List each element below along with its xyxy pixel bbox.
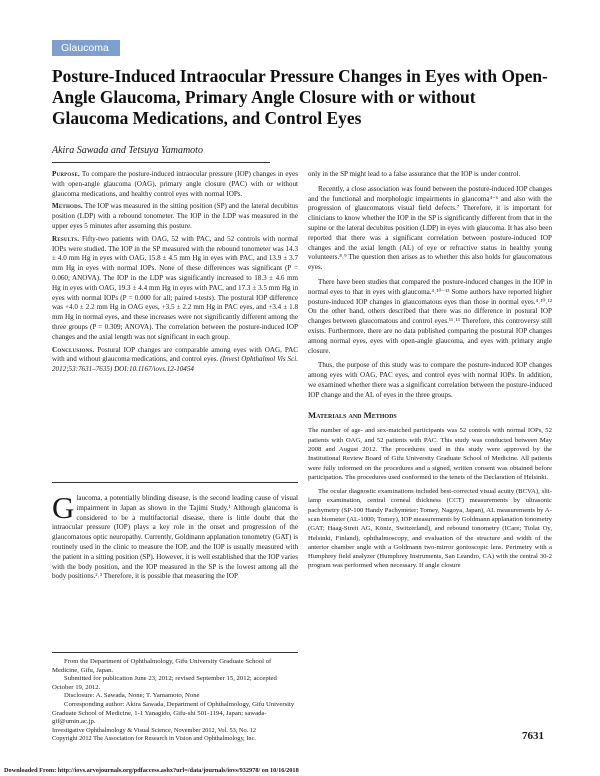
page-number: 7631: [522, 730, 544, 742]
divider-top: [52, 162, 270, 163]
citation: (Invest Ophthalmol Vis Sci. 2012;53:7631–7635) DOI:10.1167/iovs.12-10454: [52, 355, 298, 374]
divider-footnotes: [52, 652, 298, 653]
footnote-submitted: Submitted for publication June 23, 2012; revised September 15, 2012; accepted October 19, 2012.: [52, 675, 277, 691]
footnote-corresponding: Corresponding author: Akira Sawada, Department of Ophthalmology, Gifu University Graduate School of Medicine, 1-1 Yanagido, Gifu-shi 501-1194, Japan; sawada-gif@umin.ac.jp.: [52, 700, 295, 726]
abstract-purpose: Purpose. To compare the posture-induced intraocular pressure (IOP) changes in eyes with open-angle glaucoma (OAG), primary angle closure (PAC) with or without glaucoma medications, and healthy control eyes with normal IOPs.: [52, 170, 298, 198]
footnote-disclosure: Disclosure: A. Sawada, None; T. Yamamoto, None: [64, 692, 200, 700]
right-p3: There have been studies that compared the posture-induced changes in the IOP in normal eyes to that in eyes with glaucoma.⁴˒¹⁰⁻¹³ Some authors have reported higher posture-induced IOP changes in glaucomatous eyes than those in normal eyes.⁴˒¹⁰˒¹² On the other hand, others described that there was no difference in postural IOP changes between glaucomatous and control eyes.¹¹˒¹³ Therefore, this controversy still exists. Furthermore, there are no data published comparing the postural IOP changes among normal eyes, eyes with open-angle glaucoma, and eyes with primary angle closure.: [308, 277, 552, 355]
drop-cap: G: [52, 490, 75, 525]
section-heading-methods: Materials and Methods: [308, 409, 397, 420]
journal-info: Investigative Ophthalmology & Visual Science, November 2012, Vol. 53, No. 12 Copyright 2012 The Association for Research in Vision and Ophthalmology, Inc.: [52, 727, 257, 743]
divider-abstract: [52, 482, 298, 483]
right-p1: only in the SP might lead to a false assurance that the IOP is under control.: [308, 170, 521, 178]
abstract-results: Results. Fifty-two patients with OAG, 52 with PAC, and 52 controls with normal IOPs were studied. The IOP in the SP measured with the rebound tonometer was 14.3 ± 4.0 mm Hg in eyes with OAG, 15.8 ± 4.5 mm Hg in eyes with PAC, and 13.9 ± 3.7 mm Hg in eyes with normal IOPs. None of these differences was significant (P = 0.060; ANOVA). The IOP in the LDP was significantly increased to 18.3 ± 4.6 mm Hg in eyes with OAG, 19.3 ± 4.4 mm Hg in eyes with PAC, and 17.3 ± 3.5 mm Hg in eyes with normal IOPs (P = 0.000 for all; paired t-tests). The postural IOP difference was +4.0 ± 2.2 mm Hg in OAG eyes, +3.5 ± 2.2 mm Hg in PAC eyes, and +3.4 ± 1.8 mm Hg in normal eyes, and these increases were not significantly different among the three groups (P = 0.309; ANOVA). The correlation between the posture-induced IOP changes and the axial length was not significant in each group.: [52, 234, 298, 341]
abstract-conclusions: Conclusions. Postural IOP changes are comparable among eyes with OAG, PAC with and without glaucoma medications, and control eyes. (Invest Ophthalmol Vis Sci. 2012;53:7631–7635) DOI:10.1167/iovs.12-10454: [52, 345, 298, 374]
abstract: [52, 170, 298, 378]
right-p4: Thus, the purpose of this study was to compare the posture-induced IOP changes among eyes with OAG, PAC eyes, and control eyes with normal IOPs. In addition, we examined whether there was a significant correlation between the posture-induced IOP change and the AL of eyes in the three groups.: [308, 361, 552, 399]
footnote-affiliation: From the Department of Ophthalmology, Gifu University Graduate School of Medicine, Gifu, Japan.: [52, 658, 272, 674]
intro-paragraph: Glaucoma, a potentially blinding disease, is the second leading cause of visual impairment in Japan as shown in the Tajimi Study.¹ Although glaucoma is considered to be a multifactorial disease, there is little doubt that the intraocular pressure (IOP) plays a key role in the onset and progression of the glaucomatous optic neuropathy. Currently, Goldmann applanation tonometry (GAT) is routinely used in the clinic to measure the IOP, and the IOP is usually measured with the patient in a sitting position (SP). However, it is well established that the IOP varies with the body position, and the IOP measured in the SP is the lowest among all the body positions.²˒³ Therefore, it is possible that measuring the IOP: [52, 490, 298, 581]
authors: Akira Sawada and Tetsuya Yamamoto: [52, 145, 203, 156]
section-tag: Glaucoma: [52, 40, 120, 56]
methods-p2: The ocular diagnostic examinations included best-corrected visual acuity (BCVA), slit-lamp examination, central corneal thickness (CCT) measurements by ultrasonic pachymetry (SP-100 Handy Pachymeter; Tomey, Nagoya, Japan), AL measurements by A-scan biometer (AL-1000; Tomey), IOP measurements by Goldmann applanation tonometry (GAT; Haag-Streit AG, Köniz, Switzerland), and rebound tonometry (ICare; Tiolat Oy, Helsinki, Finland), ophthalmoscopy, and evaluation of the structure and width of the anterior chamber angle with a Goldmann two-mirror gonioscopic lens. Perimetry with a Humphrey field analyzer (Humphrey Instruments, San Leandro, CA) with the central 30-2 program was performed when necessary. If angle closure: [308, 488, 552, 570]
right-column: [308, 170, 552, 571]
download-line: Downloaded From: http://iovs.arvojournals.org/pdfaccess.ashx?url=/data/journals/iovs/932978/ on 10/16/2018: [4, 767, 299, 774]
methods-p1: The number of age- and sex-matched participants was 52 controls with normal IOPs, 52 patients with OAG, and 52 patients with PAC. This study was conducted between May 2008 and August 2012. The procedures used in this study were approved by the Institutional Review Board of Gifu University Graduate School of Medicine. All patients were fully informed on the procedures and a signed, written consent was obtained before participation. The procedures used conformed to the tenets of the Declaration of Helsinki.: [308, 427, 552, 481]
abstract-methods: Methods. The IOP was measured in the sitting position (SP) and the lateral decubitus position (LDP) with a rebound tonometer. The IOP in the LDP was measured in the upper eyes 5 minutes after assuming this posture.: [52, 202, 298, 230]
article-title: Posture-Induced Intraocular Pressure Changes in Eyes with Open-Angle Glaucoma, Primary Angle Closure with or without Glaucoma Medications, and Control Eyes: [52, 66, 548, 128]
footnotes: [52, 658, 298, 727]
right-p2: Recently, a close association was found between the posture-induced IOP changes and the functional and morphologic impairments in glaucoma⁴⁻⁶ and also with the progression of glaucomatous visual field defects.⁷ Therefore, it is important for clinicians to know whether the IOP in the SP is significantly different from that in the supine or the lateral decubitus position (LDP) in eyes with glaucoma. It has also been reported that there was a significant correlation between posture-induced IOP changes and the axial length (AL) of eye or refractive status in healthy young volunteers.⁸˒⁹ The question then arises as to whether this also holds for glaucomatous eyes.: [308, 184, 552, 272]
